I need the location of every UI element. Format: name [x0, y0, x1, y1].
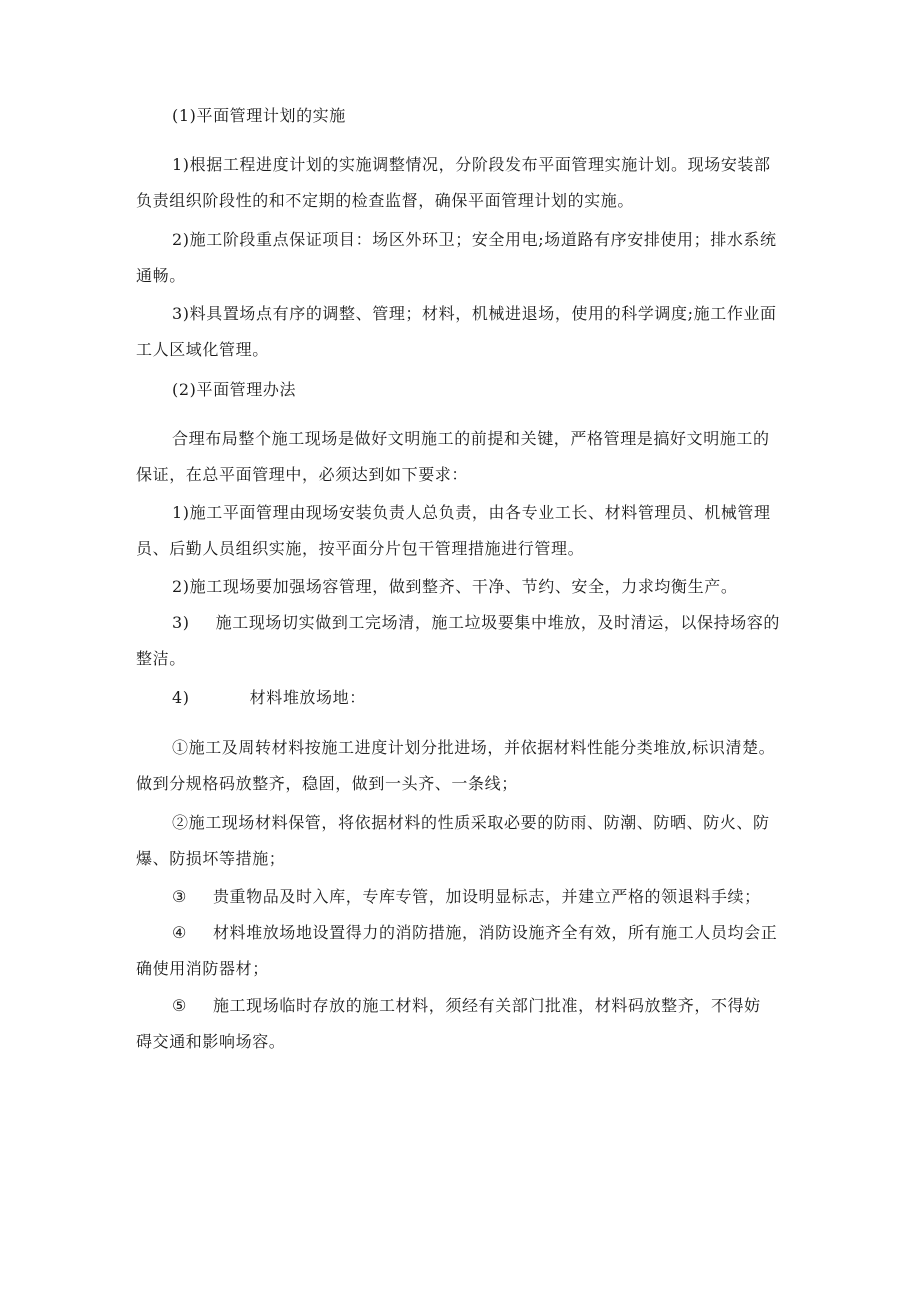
paragraph-line: 3)料具置场点有序的调整、管理；材料，机械进退场，使用的科学调度;施工作业面 [172, 304, 777, 323]
paragraph-5 [136, 495, 786, 567]
paragraph-line: 爆、防损坏等措施； [136, 849, 286, 868]
list-number: ⑤ [172, 996, 187, 1015]
paragraph-line: 做到分规格码放整齐，稳固，做到一头齐、一条线； [136, 774, 518, 793]
section-heading-2 [172, 372, 822, 408]
paragraph-line: 1)根据工程进度计划的实施调整情况，分阶段发布平面管理实施计划。现场安装部 [172, 155, 771, 174]
paragraph-line: 材料堆放场地： [249, 688, 366, 707]
paragraph-line: 碍交通和影响场容。 [136, 1032, 286, 1051]
paragraph-line: 1)施工平面管理由现场安装负责人总负责，由各专业工长、材料管理员、机械管理 [172, 503, 771, 522]
paragraph-line: 施工现场临时存放的施工材料，须经有关部门批准，材料码放整齐，不得妨 [212, 996, 761, 1015]
paragraph-11 [172, 879, 822, 915]
paragraph-line: 贵重物品及时入库，专库专管，加设明显标志，并建立严格的领退料手续； [212, 887, 761, 906]
paragraph-line: ②施工现场材料保管，将依据材料的性质采取必要的防雨、防潮、防晒、防火、防 [172, 813, 770, 832]
heading-text: (1)平面管理计划的实施 [172, 106, 346, 125]
paragraph-8 [172, 680, 822, 716]
section-heading-1 [172, 98, 822, 134]
paragraph-line: 整洁。 [136, 649, 186, 668]
paragraph-line: 负责组织阶段性的和不定期的检查监督，确保平面管理计划的实施。 [136, 191, 635, 210]
paragraph-line: 保证，在总平面管理中，必须达到如下要求： [136, 465, 469, 484]
paragraph-9 [136, 730, 786, 802]
paragraph-line: 通畅。 [136, 266, 186, 285]
paragraph-line: 员、后勤人员组织实施，按平面分片包干管理措施进行管理。 [136, 539, 585, 558]
paragraph-line: 合理布局整个施工现场是做好文明施工的前提和关键，严格管理是搞好文明施工的 [172, 429, 770, 448]
list-number: 3) [172, 613, 190, 632]
paragraph-line: 确使用消防器材； [136, 959, 269, 978]
list-number: 4) [172, 688, 190, 707]
list-number: ④ [172, 923, 187, 942]
paragraph-10 [136, 805, 786, 877]
paragraph-1 [136, 147, 786, 219]
paragraph-12 [136, 915, 786, 987]
paragraph-line: 2)施工现场要加强场容管理，做到整齐、干净、节约、安全，力求均衡生产。 [172, 577, 738, 596]
paragraph-line: 工人区域化管理。 [136, 340, 269, 359]
paragraph-2 [136, 222, 786, 294]
paragraph-4 [136, 421, 786, 493]
paragraph-line: ①施工及周转材料按施工进度计划分批进场，并依据材料性能分类堆放,标识清楚。 [172, 738, 776, 757]
paragraph-line: 材料堆放场地设置得力的消防措施，消防设施齐全有效，所有施工人员均会正 [212, 923, 778, 942]
paragraph-6 [172, 569, 822, 605]
paragraph-7 [136, 605, 786, 677]
heading-text: (2)平面管理办法 [172, 380, 297, 399]
list-number: ③ [172, 887, 187, 906]
paragraph-3 [136, 296, 786, 368]
paragraph-line: 施工现场切实做到工完场清，施工垃圾要集中堆放，及时清运，以保持场容的 [215, 613, 781, 632]
paragraph-line: 2)施工阶段重点保证项目：场区外环卫；安全用电;场道路有序安排使用；排水系统 [172, 230, 777, 249]
paragraph-13 [136, 988, 786, 1060]
